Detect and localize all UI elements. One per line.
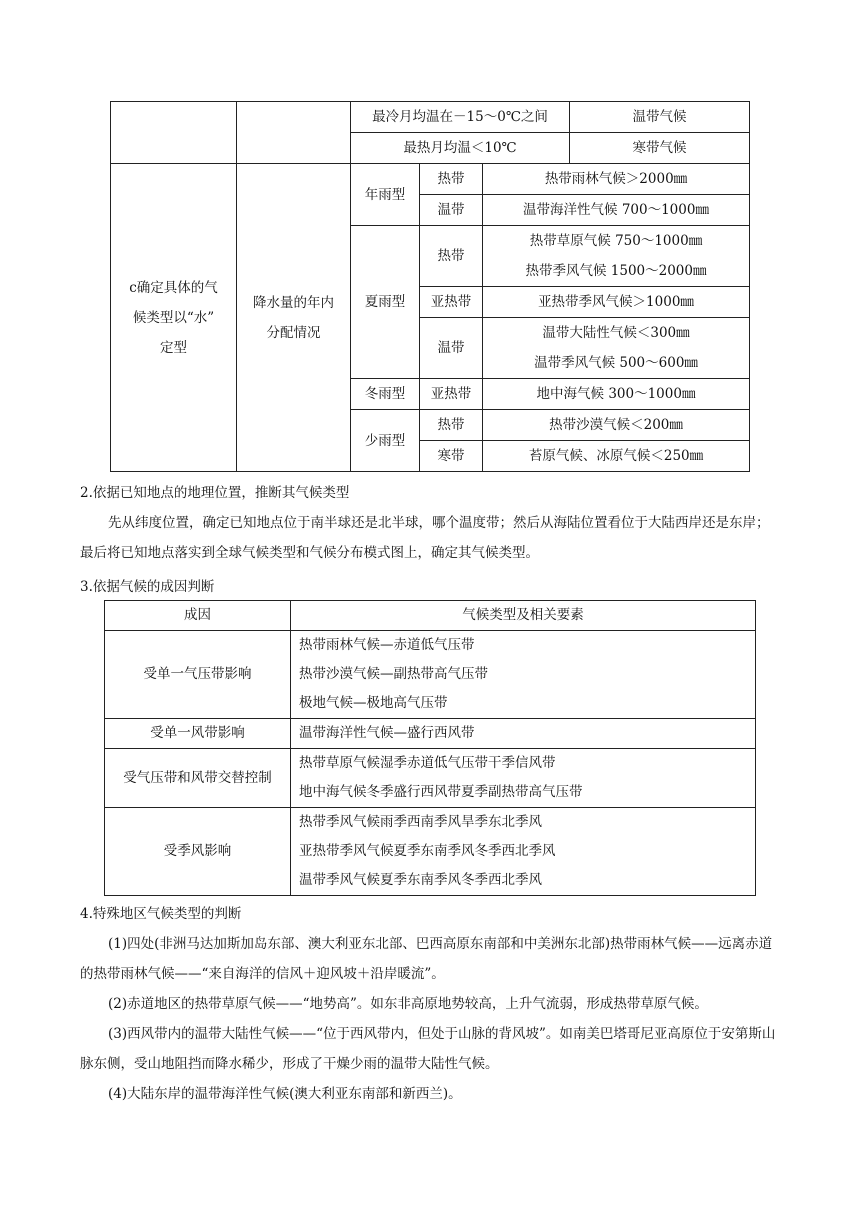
zone-cell: 温带 (420, 195, 483, 226)
items-cell: 热带草原气候湿季赤道低气压带干季信风带 地中海气候冬季盛行西风带夏季副热带高气压带 (291, 749, 756, 808)
section-4-paragraph-1: (1)四处(非洲马达加斯加岛东部、澳大利亚东北部、巴西高原东南部和中美洲东北部)热带雨林气候——远离赤道的热带雨林气候——“来自海洋的信风＋迎风坡＋沿岸暖流”。 (80, 936, 773, 982)
section-4-paragraph-3: (3)西风带内的温带大陆性气候——“位于西风带内，但处于山脉的背风坡”。如南美巴塔哥尼亚高原位于安第斯山脉东侧，受山地阻挡而降水稀少，形成了干燥少雨的温带大陆性气候。 (80, 1026, 776, 1072)
climate-cell: 亚热带季风气候＞1000㎜ (483, 287, 750, 318)
section-2-heading: 2.依据已知地点的地理位置，推断其气候类型 (80, 485, 350, 501)
temp-condition-cell: 最热月均温＜10℃ (351, 133, 570, 164)
zone-cell: 热带 (420, 164, 483, 195)
section-4-paragraph-4: (4)大陆东岸的温带海洋性气候(澳大利亚东南部和新西兰)。 (108, 1086, 462, 1102)
temp-climate-cell: 寒带气候 (570, 133, 750, 164)
items-cell: 热带雨林气候—赤道低气压带 热带沙漠气候—副热带高气压带 极地气候—极地高气压带 (291, 631, 756, 719)
cause-cell: 受单一风带影响 (105, 719, 291, 749)
items-cell: 热带季风气候雨季西南季风旱季东北季风 亚热带季风气候夏季东南季风冬季西北季风 温带季风气候夏季东南季风冬季西北季风 (291, 808, 756, 896)
climate-cell: 热带雨林气候＞2000㎜ (483, 164, 750, 195)
empty-cell (237, 102, 351, 164)
rain-type-cell: 年雨型 (351, 164, 420, 226)
climate-cell: 温带海洋性气候 700～1000㎜ (483, 195, 750, 226)
zone-cell: 寒带 (420, 441, 483, 472)
temp-climate-cell: 温带气候 (570, 102, 750, 133)
rain-type-cell: 冬雨型 (351, 379, 420, 410)
cause-cell: 受气压带和风带交替控制 (105, 749, 291, 808)
climate-cell: 热带草原气候 750～1000㎜ 热带季风气候 1500～2000㎜ (483, 226, 750, 287)
climate-cell: 苔原气候、冰原气候＜250㎜ (483, 441, 750, 472)
climate-cell: 温带大陆性气候＜300㎜ 温带季风气候 500～600㎜ (483, 318, 750, 379)
section-4-heading: 4.特殊地区气候类型的判断 (80, 906, 242, 922)
section-2-paragraph: 先从纬度位置，确定已知地点位于南半球还是北半球，哪个温度带；然后从海陆位置看位于大陆西岸还是东岸；最后将已知地点落实到全球气候类型和气候分布模式图上，确定其气候类型。 (80, 515, 770, 561)
zone-cell: 亚热带 (420, 379, 483, 410)
factor-cell: 降水量的年内 分配情况 (237, 164, 351, 472)
items-cell: 温带海洋性气候—盛行西风带 (291, 719, 756, 749)
header-cell-cause: 成因 (105, 601, 291, 631)
climate-cause-table (104, 600, 756, 896)
header-cell-climate: 气候类型及相关要素 (291, 601, 756, 631)
climate-cell: 热带沙漠气候＜200㎜ (483, 410, 750, 441)
section-4-paragraph-2: (2)赤道地区的热带草原气候——“地势高”。如东非高原地势较高，上升气流弱，形成热带草原气候。 (108, 996, 708, 1012)
cause-cell: 受单一气压带影响 (105, 631, 291, 719)
temp-condition-cell: 最冷月均温在－15～0℃之间 (351, 102, 570, 133)
rain-type-cell: 夏雨型 (351, 226, 420, 379)
section-3-heading: 3.依据气候的成因判断 (80, 579, 215, 595)
climate-cell: 地中海气候 300～1000㎜ (483, 379, 750, 410)
climate-precipitation-table (110, 101, 750, 472)
zone-cell: 温带 (420, 318, 483, 379)
method-cell: c确定具体的气 候类型以“水” 定型 (111, 164, 237, 472)
cause-cell: 受季风影响 (105, 808, 291, 896)
rain-type-cell: 少雨型 (351, 410, 420, 472)
zone-cell: 热带 (420, 226, 483, 287)
zone-cell: 亚热带 (420, 287, 483, 318)
empty-cell (111, 102, 237, 164)
zone-cell: 热带 (420, 410, 483, 441)
